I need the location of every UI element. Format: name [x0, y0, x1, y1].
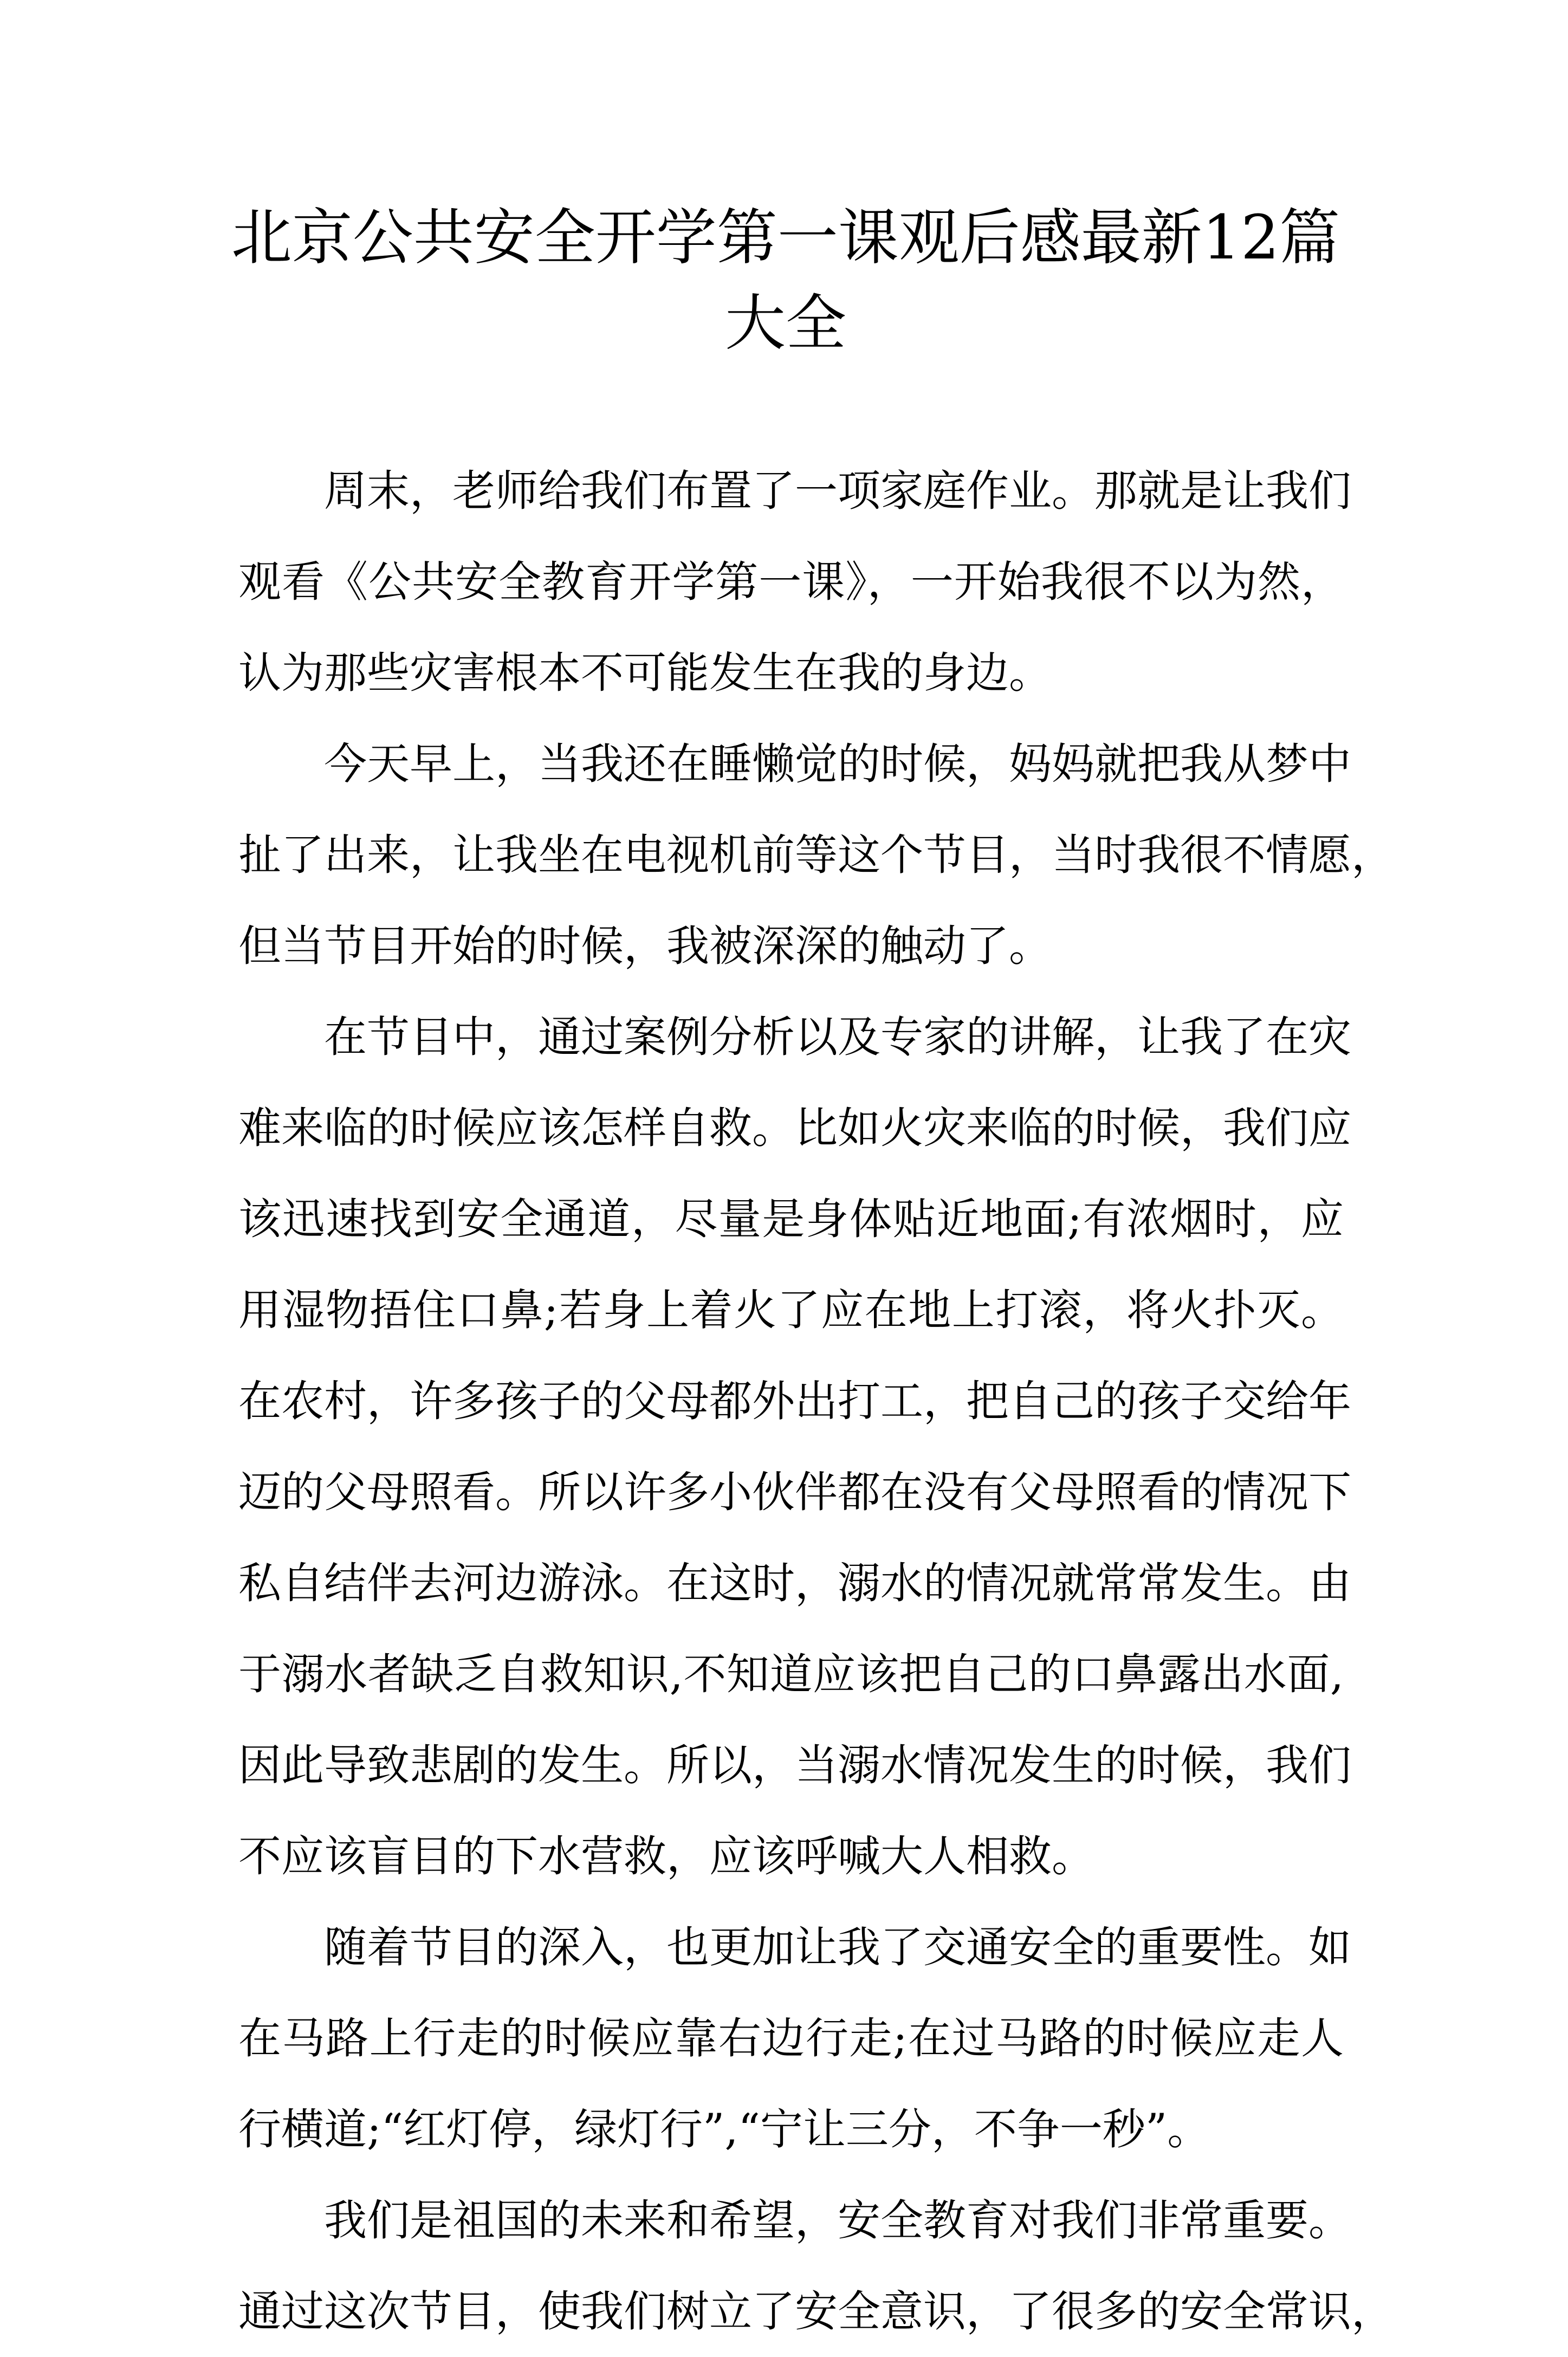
text-line: 认为那些灾害根本不可能发生在我的身边。	[238, 648, 1052, 698]
text-line: 该迅速找到安全通道，尽量是身体贴近地面;有浓烟时，应	[238, 1194, 1344, 1244]
text-line: 随着节目的深入，也更加让我了交通安全的重要性。如	[324, 1922, 1351, 1972]
text-line: 难来临的时候应该怎样自救。比如火灾来临的时候，我们应	[238, 1103, 1351, 1153]
text-line: 周末，老师给我们布置了一项家庭作业。那就是让我们	[324, 466, 1351, 516]
text-line: 通过这次节目，使我们树立了安全意识，了很多的安全常识，	[238, 2287, 1394, 2336]
paragraph-1	[238, 445, 1351, 718]
text-line: 扯了出来，让我坐在电视机前等这个节目，当时我很不情愿，	[238, 830, 1394, 880]
text-line: 私自结伴去河边游泳。在这时，溺水的情况就常常发生。由	[238, 1558, 1351, 1608]
paragraph-5	[238, 2175, 1394, 2357]
text-line: 行横道;“红灯停，绿灯行”,“宁让三分，不争一秒”。	[238, 2105, 1210, 2154]
text-line: 今天早上，当我还在睡懒觉的时候，妈妈就把我从梦中	[324, 739, 1351, 789]
text-line: 用湿物捂住口鼻;若身上着火了应在地上打滚，将火扑灭。	[238, 1285, 1344, 1335]
paragraph-4	[238, 1902, 1351, 2175]
paragraph-2	[238, 718, 1394, 992]
text-line: 但当节目开始的时候，我被深深的触动了。	[238, 921, 1052, 971]
text-line: 因此导致悲剧的发生。所以，当溺水情况发生的时候，我们	[238, 1740, 1351, 1790]
paragraph-3	[238, 992, 1351, 1902]
text-line: 观看《公共安全教育开学第一课》，一开始我很不以为然，	[238, 557, 1344, 607]
text-line: 不应该盲目的下水营救，应该呼喊大人相救。	[238, 1831, 1094, 1881]
document-body	[238, 445, 1394, 2357]
text-line: 在节目中，通过案例分析以及专家的讲解，让我了在灾	[324, 1012, 1351, 1062]
text-line: 在马路上行走的时候应靠右边行走;在过马路的时候应走人	[238, 2013, 1344, 2063]
title-line-2: 大全	[725, 288, 846, 359]
text-line: 我们是祖国的未来和希望，安全教育对我们非常重要。	[324, 2196, 1351, 2245]
document-title	[228, 195, 1344, 366]
text-line: 于溺水者缺乏自救知识,不知道应该把自己的口鼻露出水面,	[238, 1649, 1344, 1699]
title-line-1: 北京公共安全开学第一课观后感最新12篇	[231, 203, 1340, 273]
text-line: 迈的父母照看。所以许多小伙伴都在没有父母照看的情况下	[238, 1467, 1351, 1517]
text-line: 在农村，许多孩子的父母都外出打工，把自己的孩子交给年	[238, 1376, 1351, 1426]
